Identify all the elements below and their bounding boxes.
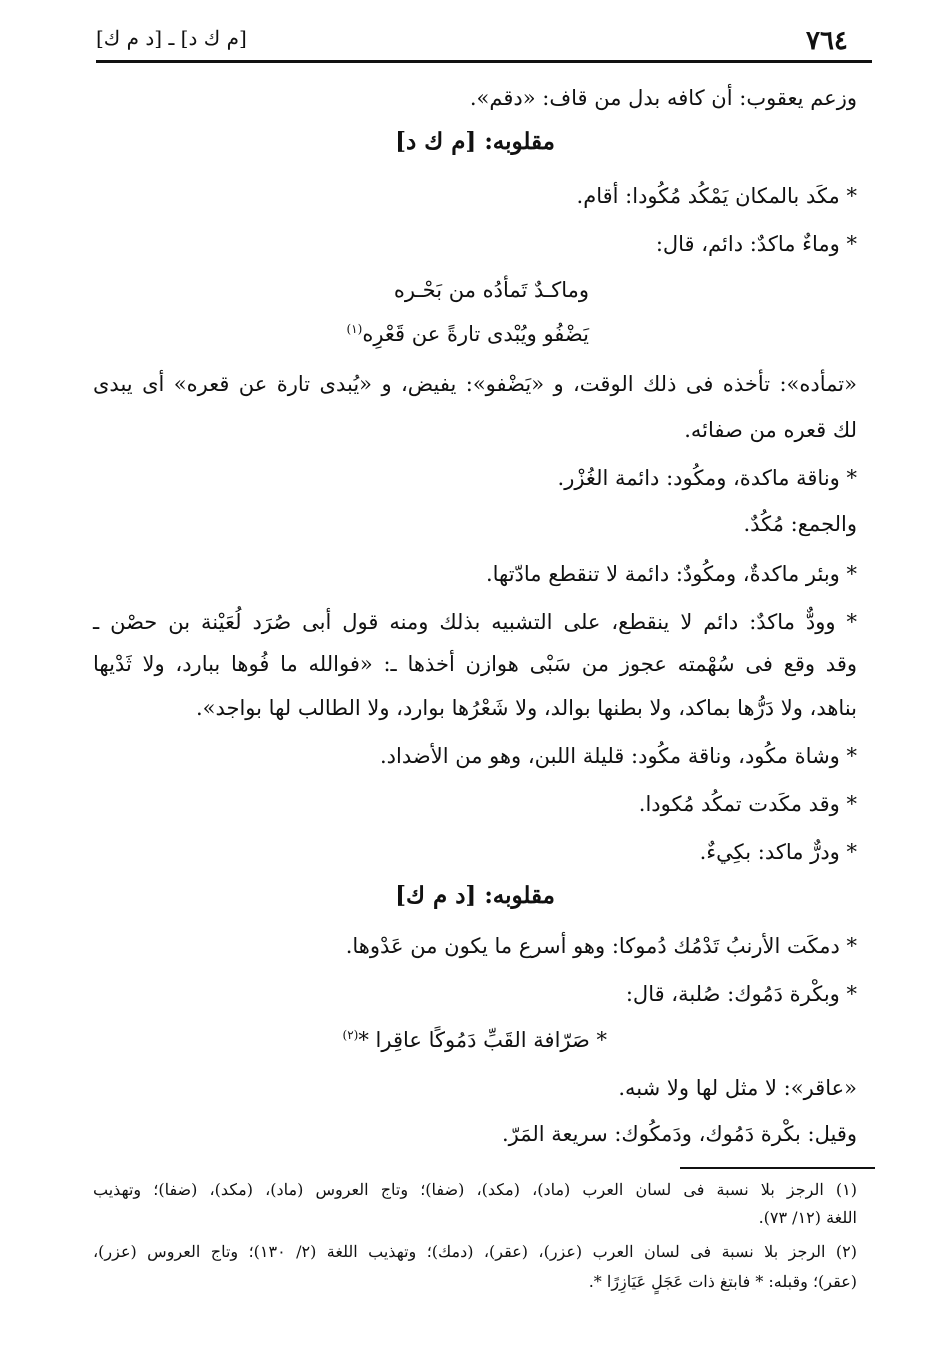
verse-text: يَضْفُو ويُبْدى تارةً عن قَعْرِه [362,322,589,346]
entry-line: * مكَد بالمكان يَمْكُد مُكُودا: أقام. [576,184,857,208]
entry-line: * ودرٌّ ماكد: بكِيءٌ. [699,840,857,864]
text-line: وزعم يعقوب: أن كافه بدل من قاف: «دقم». [469,86,857,110]
text-line: بناهد، ولا دَرُّها بماكد، ولا بطنها بوالد، ولا شَعْرُها بوارد، ولا الطالب لها بواجد». [195,696,857,720]
footnote-line: اللغة (١٢/ ٧٣). [758,1208,857,1227]
entry-line: * وبكْرة دَمُوك: صُلبة، قال: [625,982,857,1006]
running-head: [م ك د] ـ [د م ك] [96,26,247,50]
entry-line: * وناقة ماكدة، ومكُود: دائمة الغُزْر. [557,466,857,490]
section-heading: مقلوبه: [م ك د] [395,128,555,155]
text-line: لك قعره من صفائه. [684,418,857,442]
section-heading: مقلوبه: [د م ك] [395,882,555,909]
text-line: وقد وقع فى سُهْمته عجوز من سَبْى هوازن أخذها ـ: «فوالله ما فُوها ببارد، ولا ثَدْيها [93,652,857,676]
footnote-ref: (٢) [342,1028,359,1042]
entry-line: * وشاة مكُود، وناقة مكُود: قليلة اللبن، وهو من الأضداد. [380,744,857,768]
entry-line: * وقد مكَدت تمكُد مُكودا. [638,792,857,816]
footnote-line: (٢) الرجز بلا نسبة فى لسان العرب (عزر)، (عقر)، (دمك)؛ وتهذيب اللغة (٢/ ١٣٠)؛ وتاج العروس (عزر)، [93,1242,857,1261]
footnote-line: (١) الرجز بلا نسبة فى لسان العرب (ماد)، (مكد)، (ضفا)؛ وتاج العروس (ماد)، (مكد)، (ضفا)؛ وتهذيب [93,1180,857,1199]
entry-line: * دمكَت الأرنبُ تَدْمُك دُموكا: وهو أسرع ما يكون من عَدْوها. [345,934,857,958]
entry-line: * وودٌّ ماكدٌ: دائم لا ينقطع، على التشبيه بذلك ومنه قول أبى صُرَد لُعَيْنة بن حصْن ـ [93,610,857,634]
entry-line: * وبئر ماكدةٌ، ومكُودٌ: دائمة لا تنقطع مادّتها. [485,562,857,586]
verse-line: وماكـدٌ تَمأدُه من بَحْـره [393,278,589,302]
footnote-line: (عقر)؛ وقبله: * فابتغ ذات عَجَلٍ عَيَازِرًا *. [588,1272,857,1291]
header-rule [96,60,872,63]
text-line: «عاقر»: لا مثل لها ولا شبه. [618,1076,857,1100]
verse-text: * صَرّافة القَبِّ دَمُوكًا عاقِرا * [358,1028,607,1052]
entry-line: * وماءٌ ماكدٌ: دائم، قال: [655,232,857,256]
page-number: ٧٦٤ [806,26,848,56]
verse-line [346,322,589,346]
footnote-rule [680,1167,875,1169]
text-line: والجمع: مُكُدٌ. [743,512,857,536]
verse-line [343,1028,607,1052]
footnote-ref: (١) [346,322,363,336]
text-line: وقيل: بكْرة دَمُوك، ودَمكُوك: سريعة المَرّ. [501,1122,857,1146]
text-line: «تمأده»: تأخذه فى ذلك الوقت، و «يَضْفو»: يفيض، و «يُبدى تارة عن قعره» أى يبدى [93,372,857,396]
